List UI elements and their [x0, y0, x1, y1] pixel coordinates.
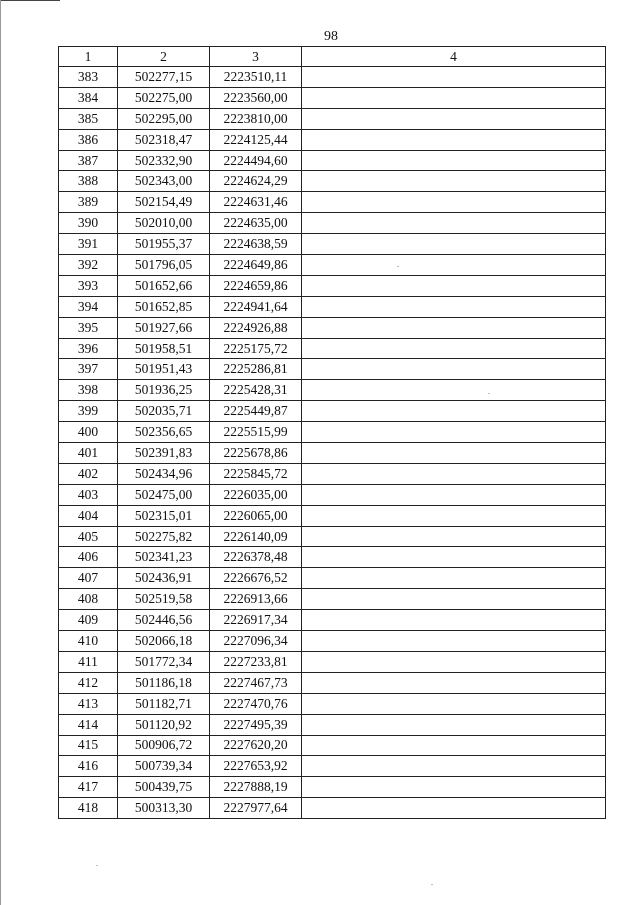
- x-coordinate-cell: 502010,00: [118, 213, 210, 234]
- y-coordinate-cell: 2223510,11: [210, 67, 302, 88]
- description-cell: [302, 67, 606, 88]
- y-coordinate-cell: 2224125,44: [210, 129, 302, 150]
- table-row: [59, 714, 606, 735]
- point-number-cell: 413: [59, 693, 118, 714]
- point-number-cell: 397: [59, 359, 118, 380]
- y-coordinate-cell: 2225449,87: [210, 401, 302, 422]
- description-cell: [302, 87, 606, 108]
- point-number-cell: 393: [59, 275, 118, 296]
- point-number-cell: 399: [59, 401, 118, 422]
- scan-edge-left: [0, 0, 1, 905]
- x-coordinate-cell: 502519,58: [118, 589, 210, 610]
- column-header: 1: [59, 47, 118, 67]
- x-coordinate-cell: 502275,82: [118, 526, 210, 547]
- point-number-cell: 395: [59, 317, 118, 338]
- y-coordinate-cell: 2225428,31: [210, 380, 302, 401]
- scan-speck: [431, 884, 433, 885]
- description-cell: [302, 255, 606, 276]
- y-coordinate-cell: 2226676,52: [210, 568, 302, 589]
- y-coordinate-cell: 2227470,76: [210, 693, 302, 714]
- description-cell: [302, 296, 606, 317]
- y-coordinate-cell: 2225175,72: [210, 338, 302, 359]
- table-row: [59, 463, 606, 484]
- y-coordinate-cell: 2226378,48: [210, 547, 302, 568]
- x-coordinate-cell: 500439,75: [118, 777, 210, 798]
- x-coordinate-cell: 502341,23: [118, 547, 210, 568]
- table-row: [59, 380, 606, 401]
- y-coordinate-cell: 2225515,99: [210, 422, 302, 443]
- table-row: [59, 108, 606, 129]
- scan-speck: [96, 865, 98, 866]
- description-cell: [302, 129, 606, 150]
- y-coordinate-cell: 2225286,81: [210, 359, 302, 380]
- x-coordinate-cell: 502356,65: [118, 422, 210, 443]
- point-number-cell: 418: [59, 798, 118, 819]
- description-cell: [302, 234, 606, 255]
- y-coordinate-cell: 2226917,34: [210, 610, 302, 631]
- description-cell: [302, 505, 606, 526]
- table-row: [59, 568, 606, 589]
- description-cell: [302, 798, 606, 819]
- description-cell: [302, 735, 606, 756]
- scan-edge-top: [0, 0, 60, 1]
- description-cell: [302, 171, 606, 192]
- description-cell: [302, 777, 606, 798]
- y-coordinate-cell: 2225845,72: [210, 463, 302, 484]
- table-row: [59, 443, 606, 464]
- point-number-cell: 407: [59, 568, 118, 589]
- column-header: 4: [302, 47, 606, 67]
- table-body: [59, 67, 606, 819]
- table-row: [59, 171, 606, 192]
- scan-speck: [488, 393, 490, 394]
- column-header: 2: [118, 47, 210, 67]
- x-coordinate-cell: 501186,18: [118, 672, 210, 693]
- x-coordinate-cell: 501936,25: [118, 380, 210, 401]
- description-cell: [302, 359, 606, 380]
- x-coordinate-cell: 501927,66: [118, 317, 210, 338]
- x-coordinate-cell: 501120,92: [118, 714, 210, 735]
- description-cell: [302, 338, 606, 359]
- y-coordinate-cell: 2227653,92: [210, 756, 302, 777]
- description-cell: [302, 589, 606, 610]
- table-row: [59, 338, 606, 359]
- description-cell: [302, 756, 606, 777]
- description-cell: [302, 443, 606, 464]
- point-number-cell: 409: [59, 610, 118, 631]
- table-row: [59, 296, 606, 317]
- x-coordinate-cell: 501652,85: [118, 296, 210, 317]
- y-coordinate-cell: 2226065,00: [210, 505, 302, 526]
- scan-speck: [397, 266, 399, 267]
- point-number-cell: 400: [59, 422, 118, 443]
- x-coordinate-cell: 501958,51: [118, 338, 210, 359]
- table-row: [59, 234, 606, 255]
- point-number-cell: 416: [59, 756, 118, 777]
- x-coordinate-cell: 502434,96: [118, 463, 210, 484]
- table-row: [59, 651, 606, 672]
- y-coordinate-cell: 2227233,81: [210, 651, 302, 672]
- description-cell: [302, 192, 606, 213]
- point-number-cell: 417: [59, 777, 118, 798]
- description-cell: [302, 714, 606, 735]
- point-number-cell: 412: [59, 672, 118, 693]
- x-coordinate-cell: 502332,90: [118, 150, 210, 171]
- table-row: [59, 631, 606, 652]
- x-coordinate-cell: 502154,49: [118, 192, 210, 213]
- x-coordinate-cell: 501652,66: [118, 275, 210, 296]
- table-row: [59, 610, 606, 631]
- y-coordinate-cell: 2227495,39: [210, 714, 302, 735]
- y-coordinate-cell: 2224649,86: [210, 255, 302, 276]
- description-cell: [302, 631, 606, 652]
- table-row: [59, 484, 606, 505]
- table-row: [59, 735, 606, 756]
- description-cell: [302, 108, 606, 129]
- table-row: [59, 213, 606, 234]
- point-number-cell: 403: [59, 484, 118, 505]
- y-coordinate-cell: 2227467,73: [210, 672, 302, 693]
- x-coordinate-cell: 502315,01: [118, 505, 210, 526]
- x-coordinate-cell: 502035,71: [118, 401, 210, 422]
- point-number-cell: 408: [59, 589, 118, 610]
- table-row: [59, 150, 606, 171]
- description-cell: [302, 213, 606, 234]
- table-row: [59, 547, 606, 568]
- description-cell: [302, 463, 606, 484]
- y-coordinate-cell: 2227977,64: [210, 798, 302, 819]
- description-cell: [302, 651, 606, 672]
- x-coordinate-cell: 502475,00: [118, 484, 210, 505]
- description-cell: [302, 275, 606, 296]
- y-coordinate-cell: 2224631,46: [210, 192, 302, 213]
- table-row: [59, 87, 606, 108]
- y-coordinate-cell: 2227888,19: [210, 777, 302, 798]
- y-coordinate-cell: 2224659,86: [210, 275, 302, 296]
- table-row: [59, 192, 606, 213]
- point-number-cell: 392: [59, 255, 118, 276]
- description-cell: [302, 610, 606, 631]
- x-coordinate-cell: 502277,15: [118, 67, 210, 88]
- table-row: [59, 401, 606, 422]
- x-coordinate-cell: 502295,00: [118, 108, 210, 129]
- point-number-cell: 415: [59, 735, 118, 756]
- table-row: [59, 359, 606, 380]
- page-number: 98: [324, 29, 338, 44]
- point-number-cell: 385: [59, 108, 118, 129]
- table-row: [59, 422, 606, 443]
- point-number-cell: 391: [59, 234, 118, 255]
- point-number-cell: 398: [59, 380, 118, 401]
- y-coordinate-cell: 2224638,59: [210, 234, 302, 255]
- table-row: [59, 672, 606, 693]
- table-row: [59, 589, 606, 610]
- column-header: 3: [210, 47, 302, 67]
- table-row: [59, 526, 606, 547]
- point-number-cell: 414: [59, 714, 118, 735]
- point-number-cell: 390: [59, 213, 118, 234]
- point-number-cell: 404: [59, 505, 118, 526]
- point-number-cell: 402: [59, 463, 118, 484]
- x-coordinate-cell: 501951,43: [118, 359, 210, 380]
- description-cell: [302, 150, 606, 171]
- y-coordinate-cell: 2226913,66: [210, 589, 302, 610]
- y-coordinate-cell: 2224941,64: [210, 296, 302, 317]
- x-coordinate-cell: 500739,34: [118, 756, 210, 777]
- coordinates-table: [58, 46, 606, 819]
- point-number-cell: 396: [59, 338, 118, 359]
- y-coordinate-cell: 2224494,60: [210, 150, 302, 171]
- point-number-cell: 384: [59, 87, 118, 108]
- description-cell: [302, 547, 606, 568]
- x-coordinate-cell: 502446,56: [118, 610, 210, 631]
- point-number-cell: 388: [59, 171, 118, 192]
- description-cell: [302, 422, 606, 443]
- point-number-cell: 401: [59, 443, 118, 464]
- y-coordinate-cell: 2224624,29: [210, 171, 302, 192]
- point-number-cell: 387: [59, 150, 118, 171]
- y-coordinate-cell: 2223810,00: [210, 108, 302, 129]
- description-cell: [302, 672, 606, 693]
- description-cell: [302, 380, 606, 401]
- table-row: [59, 255, 606, 276]
- y-coordinate-cell: 2223560,00: [210, 87, 302, 108]
- point-number-cell: 386: [59, 129, 118, 150]
- y-coordinate-cell: 2225678,86: [210, 443, 302, 464]
- point-number-cell: 410: [59, 631, 118, 652]
- description-cell: [302, 401, 606, 422]
- x-coordinate-cell: 502436,91: [118, 568, 210, 589]
- point-number-cell: 394: [59, 296, 118, 317]
- table-header-row: [59, 47, 606, 67]
- x-coordinate-cell: 502275,00: [118, 87, 210, 108]
- y-coordinate-cell: 2227620,20: [210, 735, 302, 756]
- x-coordinate-cell: 502066,18: [118, 631, 210, 652]
- point-number-cell: 405: [59, 526, 118, 547]
- table-row: [59, 317, 606, 338]
- table-row: [59, 798, 606, 819]
- x-coordinate-cell: 502391,83: [118, 443, 210, 464]
- description-cell: [302, 526, 606, 547]
- table-row: [59, 693, 606, 714]
- table-row: [59, 756, 606, 777]
- x-coordinate-cell: 502343,00: [118, 171, 210, 192]
- point-number-cell: 406: [59, 547, 118, 568]
- x-coordinate-cell: 501955,37: [118, 234, 210, 255]
- x-coordinate-cell: 501182,71: [118, 693, 210, 714]
- description-cell: [302, 484, 606, 505]
- x-coordinate-cell: 500906,72: [118, 735, 210, 756]
- table-row: [59, 777, 606, 798]
- x-coordinate-cell: 501772,34: [118, 651, 210, 672]
- description-cell: [302, 317, 606, 338]
- table-row: [59, 67, 606, 88]
- x-coordinate-cell: 502318,47: [118, 129, 210, 150]
- point-number-cell: 389: [59, 192, 118, 213]
- point-number-cell: 411: [59, 651, 118, 672]
- y-coordinate-cell: 2224635,00: [210, 213, 302, 234]
- description-cell: [302, 693, 606, 714]
- table-row: [59, 275, 606, 296]
- table-row: [59, 129, 606, 150]
- x-coordinate-cell: 500313,30: [118, 798, 210, 819]
- y-coordinate-cell: 2224926,88: [210, 317, 302, 338]
- y-coordinate-cell: 2227096,34: [210, 631, 302, 652]
- y-coordinate-cell: 2226035,00: [210, 484, 302, 505]
- y-coordinate-cell: 2226140,09: [210, 526, 302, 547]
- description-cell: [302, 568, 606, 589]
- x-coordinate-cell: 501796,05: [118, 255, 210, 276]
- table-row: [59, 505, 606, 526]
- point-number-cell: 383: [59, 67, 118, 88]
